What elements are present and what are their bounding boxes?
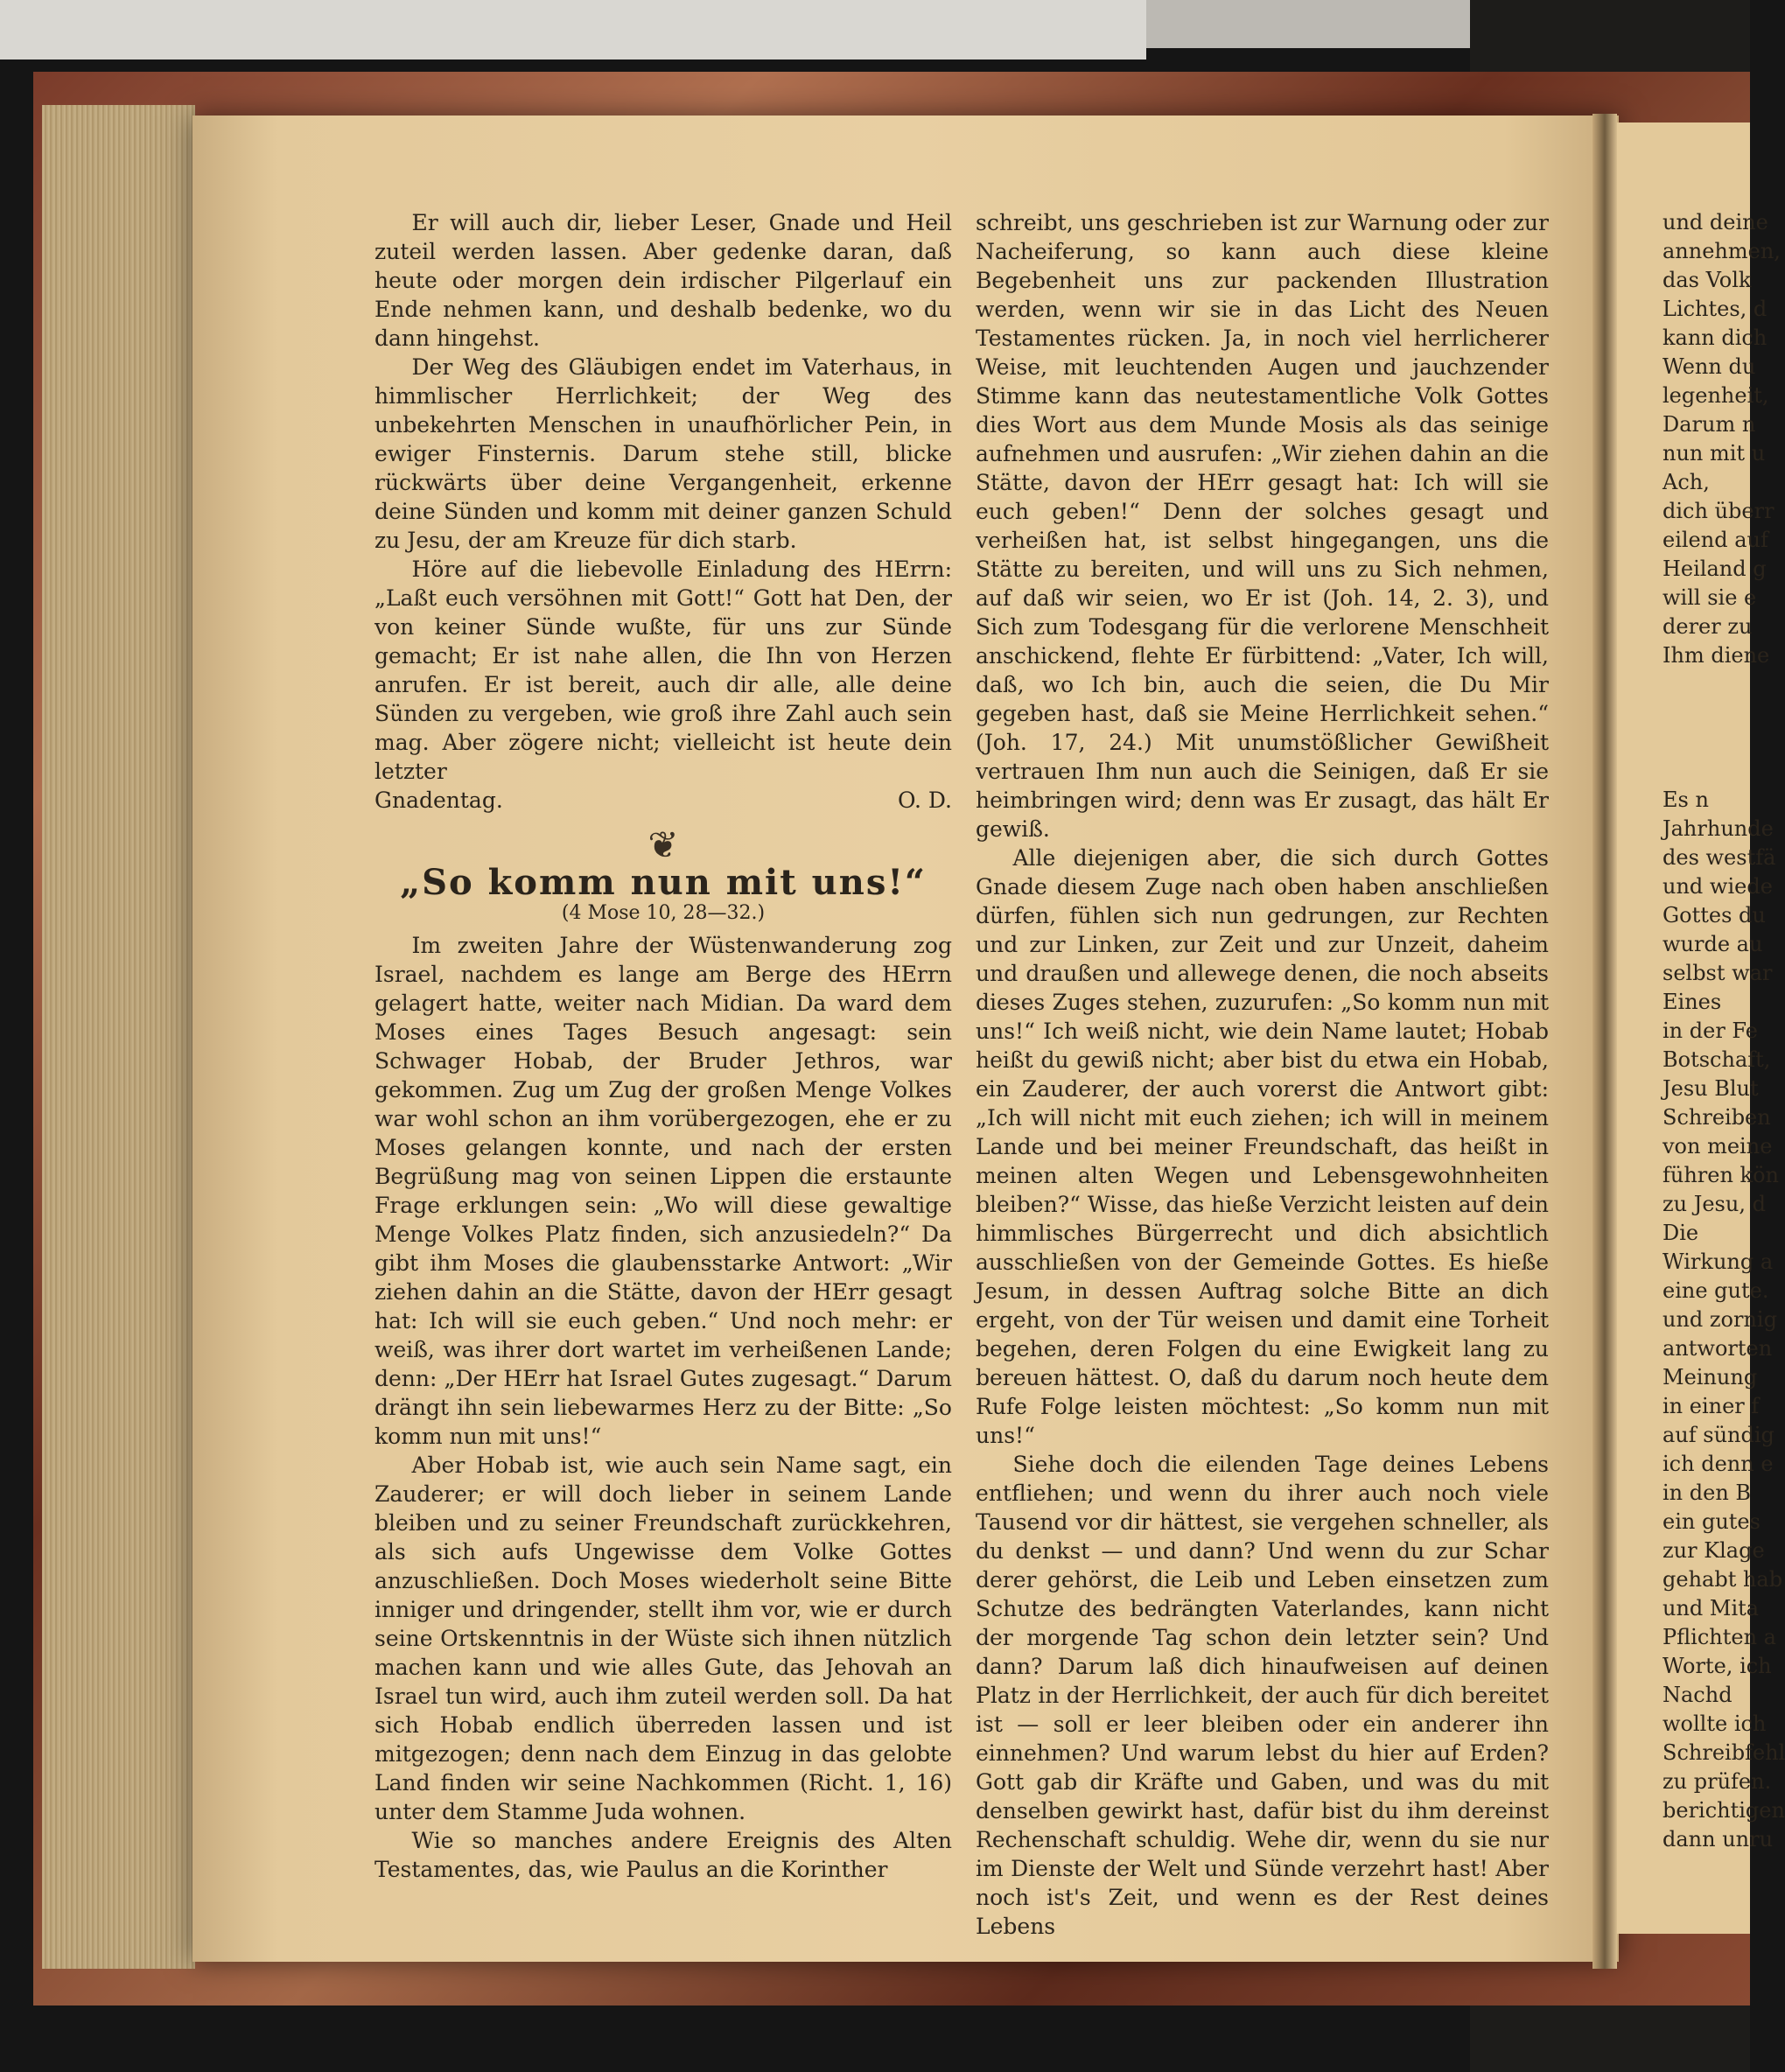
facing-page-line: zu Jesu, d	[1662, 1192, 1766, 1216]
bible-reference: (4 Mose 10, 28—32.)	[561, 902, 766, 924]
facing-page-line: dich überr	[1662, 499, 1774, 523]
facing-page-line: derer zu	[1662, 614, 1753, 639]
facing-page-line: in den B	[1662, 1480, 1752, 1505]
facing-page-line: Pflichten a	[1662, 1625, 1776, 1649]
paragraph: Alle diejenigen aber, die sich durch Gottes Gnade diesem Zuge nach oben haben anschließen dürfen, fühlen sich nun gedrungen, zur Rechten und zur Linken, zur Zeit und zur Unzeit, daheim und draußen und allewege denen, die noch abseits dieses Zuges stehen, zuzurufen: „So komm nun mit uns!“ Ich weiß nicht, wie dein Name lautet; Hobab heißt du gewiß nicht; aber bist du etwa ein Hobab, ein Zauderer, der auch vorerst die Antwort gibt: „Ich will nicht mit euch ziehen; ich will in meinem Lande und bei meiner Freundschaft, das heißt in meinen alten Wegen und Lebensgewohnheiten bleiben?“ Wisse, das hieße Verzicht leisten auf dein himmlisches Bürgerrecht und dich absichtlich ausschließen von der Gemeinde Gottes. Es hieße Jesum, in dessen Auftrag solche Bitte an dich ergeht, von der Tür weisen und damit eine Torheit begehen, deren Folgen du eine Ewigkeit lang zu bereuen hättest. O, daß du darum noch heute dem Rufe Folge leisten möchtest: „So komm nun mit uns!“	[976, 845, 1549, 1448]
facing-page-line: Es n	[1662, 788, 1709, 812]
facing-page-line: eilend auf	[1662, 528, 1768, 552]
facing-page-line: antworten	[1662, 1336, 1773, 1361]
closing-word: Gnadentag.	[374, 788, 503, 813]
facing-page-line: gehabt hab	[1662, 1567, 1783, 1592]
facing-page-line: berichtigen	[1662, 1798, 1785, 1823]
facing-page-line: Ach,	[1662, 470, 1710, 494]
facing-page-line: kann dich	[1662, 326, 1768, 350]
facing-page-line: in der Fe	[1662, 1018, 1758, 1043]
facing-page-line: in einer f	[1662, 1394, 1760, 1418]
facing-page-line: nun mit u	[1662, 441, 1766, 466]
facing-page-line: selbst war	[1662, 961, 1773, 985]
facing-page-line: wollte ich	[1662, 1712, 1767, 1736]
facing-page-line: Heiland g	[1662, 556, 1767, 581]
facing-page-line	[1662, 728, 1750, 757]
article-title: „So komm nun mit uns!“	[400, 862, 927, 903]
facing-page-line: will sie e	[1662, 585, 1757, 610]
facing-page-line: des westfä	[1662, 845, 1776, 870]
facing-page-line: Gottes du	[1662, 903, 1766, 928]
paragraph: schreibt, uns geschrieben ist zur Warnung oder zur Nacheiferung, so kann auch diese kleine Begebenheit uns zur packenden Illustration werden, wenn wir sie in das Licht des Neuen Testamentes rücken. Ja, in noch viel herrlicherer Weise, mit leuchtenden Augen und jauchzender Stimme kann das neutestamentliche Volk Gottes dies Wort aus dem Munde Mosis als das seinige aufnehmen und ausrufen: „Wir ziehen dahin an die Stätte, davon der HErr gesagt hat: Ich will sie euch geben!“ Denn der solches gesagt und verheißen hat, ist selbst hingegangen, uns die Stätte zu bereiten, und will uns zu Sich nehmen, auf daß wir seien, wo Er ist (Joh. 14, 2. 3), und Sich zum Todesgang für die verlorene Menschheit anschickend, flehte Er fürbittend: „Vater, Ich will, daß, wo Ich bin, auch die seien, die Du Mir gegeben hast, daß sie Meine Herrlichkeit sehen.“ (Joh. 17, 24.) Mit unumstößlicher Gewißheit vertrauen Ihm nun auch die Seinigen, daß Er sie heimbringen wird; denn was Er zusagt, das hält Er gewiß.	[976, 210, 1549, 842]
facing-page-line: Lichtes, d	[1662, 297, 1768, 321]
facing-page-line: und deine	[1662, 210, 1768, 234]
ornament-icon: ❦	[648, 823, 679, 866]
paragraph: Im zweiten Jahre der Wüstenwanderung zog Israel, nachdem es lange am Berge des HErrn gelagert hatte, weiter nach Midian. Da ward dem Moses eines Tages Besuch angesagt: sein Schwager Hobab, der Bruder Jethros, war gekommen. Zug um Zug der großen Menge Volkes war wohl schon an ihm vorübergezogen, ehe er zu Moses gelangen konnte, und nach der ersten Begrüßung mag von seinen Lippen die erstaunte Frage erklungen sein: „Wo will diese gewaltige Menge Volkes Platz finden, sich anzusiedeln?“ Da gibt ihm Moses die glaubensstarke Antwort: „Wir ziehen dahin an die Stätte, davon der HErr gesagt hat: Ich will sie euch geben.“ Und noch mehr: er weiß, was ihrer dort wartet im verheißenen Lande; denn: „Der HErr hat Israel Gutes zugesagt.“ Darum drängt ihn sein liebewarmes Herz zu der Bitte: „So komm nun mit uns!“	[374, 933, 952, 1449]
facing-page-line: Eines	[1662, 990, 1722, 1014]
paragraph: Er will auch dir, lieber Leser, Gnade und Heil zuteil werden lassen. Aber gedenke daran, daß heute oder morgen dein irdischer Pilgerlauf ein Ende nehmen kann, und deshalb bedenke, wo du dann hingehst.	[374, 210, 952, 351]
scan-background-top	[0, 0, 1146, 60]
facing-page-line: Jesu Blut	[1662, 1076, 1759, 1101]
facing-page-line: und zornig	[1662, 1307, 1777, 1332]
paragraph: Aber Hobab ist, wie auch sein Name sagt, ein Zauderer; er will doch lieber in seinem Lande bleiben und zu seiner Freundschaft zurückkehren, als sich aufs Ungewisse dem Volke Gottes anzuschließen. Doch Moses wiederholt seine Bitte inniger und dringender, stellt ihm vor, wie er durch seine Ortskenntnis in der Wüste sich ihnen nützlich machen kann und wie alles Gute, das Jehovah an Israel tun wird, auch ihm zuteil werden soll. Da hat sich Hobab endlich überreden lassen und ist mitgezogen; denn nach dem Einzug in das gelobte Land finden wir seine Nachkommen (Richt. 1, 16) unter dem Stamme Juda wohnen.	[374, 1452, 952, 1824]
facing-page-column	[1662, 208, 1785, 1854]
facing-page-line: ich denn e	[1662, 1452, 1774, 1476]
facing-page-line: Worte, ich	[1662, 1654, 1772, 1678]
facing-page-line: das Volk	[1662, 268, 1752, 292]
facing-page-line	[1662, 699, 1750, 728]
book-page-edges	[42, 105, 195, 1969]
facing-page-line: Jahrhunde	[1662, 816, 1774, 841]
facing-page-line: Schreibfehl	[1662, 1740, 1785, 1765]
facing-page-line: Ihm diene	[1662, 643, 1770, 668]
facing-page-line: Schreiben	[1662, 1105, 1771, 1130]
right-column	[976, 208, 1549, 1941]
facing-page-line: zur Klage	[1662, 1538, 1765, 1563]
facing-page-line	[1662, 670, 1750, 699]
facing-page-line: annehmen,	[1662, 239, 1781, 263]
facing-page-line	[1662, 757, 1750, 786]
facing-page-line: von meine	[1662, 1134, 1773, 1158]
facing-page-line: eine gute.	[1662, 1278, 1769, 1303]
facing-page-line: Die	[1662, 1221, 1699, 1245]
facing-page-line: auf sündig	[1662, 1423, 1774, 1447]
facing-page-line: Meinung	[1662, 1365, 1758, 1390]
facing-page-line: und wiede	[1662, 874, 1773, 899]
facing-page-line: führen kön	[1662, 1163, 1780, 1187]
book-gutter	[1592, 114, 1617, 1969]
facing-page-line: wurde au	[1662, 932, 1763, 956]
paragraph: Der Weg des Gläubigen endet im Vaterhaus, in himmlischer Herrlichkeit; der Weg des unbekehrten Menschen in unaufhörlicher Pein, in ewiger Finsternis. Darum stehe still, blicke rückwärts über deine Vergangenheit, erkenne deine Sünden und komm mit deiner ganzen Schuld zu Jesu, der am Kreuze für dich starb.	[374, 354, 952, 553]
facing-page-line: legenheit,	[1662, 383, 1769, 408]
facing-page-line: zu prüfen.	[1662, 1769, 1772, 1794]
closing-line	[374, 786, 952, 815]
author-signature: O. D.	[897, 788, 952, 813]
paragraph: Wie so manches andere Ereignis des Alten Testamentes, das, wie Paulus an die Korinther	[374, 1828, 952, 1882]
facing-page-line: Botschaft,	[1662, 1047, 1771, 1072]
facing-page-line: Nachd	[1662, 1683, 1732, 1707]
facing-page-line: und Mita	[1662, 1596, 1760, 1620]
facing-page-line: ein gutes	[1662, 1509, 1760, 1534]
facing-page-line: Wenn du	[1662, 354, 1756, 379]
scan-background-top-right	[1146, 0, 1470, 48]
facing-page-line: Darum n	[1662, 412, 1756, 437]
facing-page-line: Wirkung a	[1662, 1250, 1774, 1274]
facing-page-line: dann unru	[1662, 1827, 1774, 1852]
paragraph: Siehe doch die eilenden Tage deines Lebens entfliehen; und wenn du ihrer auch noch viele Tausend vor dir hättest, sie vergehen schneller, als du denkst — und dann? Und wenn du zur Schar derer gehörst, die Leib und Leben einsetzen zum Schutze des bedrängten Vaterlandes, kann nicht der morgende Tag schon dein letzter sein? Und dann? Darum laß dich hinaufweisen auf deinen Platz in der Herrlichkeit, der auch für dich bereitet ist — soll er leer bleiben oder ein anderer ihn einnehmen? Und warum lebst du hier auf Erden? Gott gab dir Kräfte und Gaben, und was du mit denselben gewirkt hast, dafür bist du ihm dereinst Rechenschaft schuldig. Wehe dir, wenn du sie nur im Dienste der Welt und Sünde verzehrt hast! Aber noch ist's Zeit, und wenn es der Rest deines Lebens	[976, 1452, 1549, 1939]
paragraph: Höre auf die liebevolle Einladung des HErrn: „Laßt euch versöhnen mit Gott!“ Gott hat Den, der von keiner Sünde wußte, für uns zur Sünde gemacht; Er ist nahe allen, die Ihn von Herzen anrufen. Er ist bereit, auch dir alle, alle deine Sünden zu vergeben, wie groß ihre Zahl auch sein mag. Aber zögere nicht; vielleicht ist heute dein letzter	[374, 556, 952, 784]
left-column	[374, 208, 952, 1884]
